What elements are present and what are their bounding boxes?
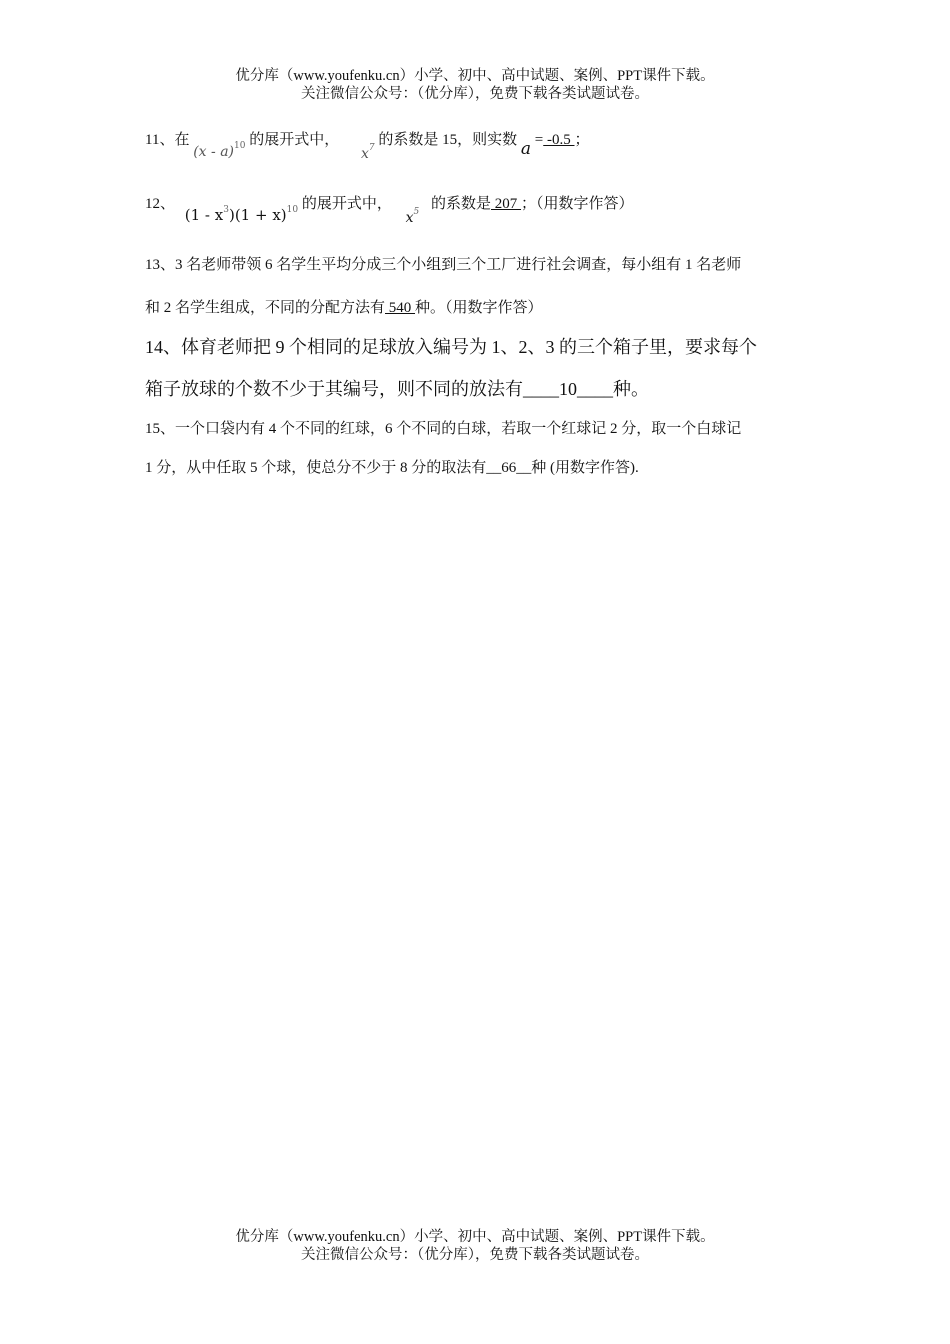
question-14-line-2: 箱子放球的个数不少于其编号，则不同的放法有____10____种。 <box>145 379 649 399</box>
q11-prefix: 11、在 <box>145 132 190 148</box>
q11-expression: (x - a)$^{10}$ <box>193 141 246 160</box>
question-13-line-1: 13、3 名老师带领 6 名学生平均分成三个小组到三个工厂进行社会调查，每小组有 1 名老师 <box>145 257 742 273</box>
q11-answer: -0.5 <box>543 132 575 148</box>
question-14-line-1: 14、体育老师把 9 个相同的足球放入编号为 1、2、3 的三个箱子里，要求每个 <box>145 337 757 357</box>
q11-a: a <box>520 139 532 159</box>
q14-answer: ____10____ <box>523 379 613 399</box>
q15-answer: __66__ <box>486 460 532 476</box>
question-11: 11、在 (x - a)$^{10}$ 的展开式中， $x^7$ 的系数是 15，则实数 a = -0.5 ； <box>145 132 590 162</box>
q12-variable: $x^5$ <box>405 207 420 226</box>
q12-prefix: 12、 <box>145 196 176 212</box>
footer-line-2: 关注微信公众号：（优分库），免费下载各类试题试卷。 <box>301 1247 649 1263</box>
q12-expression: $(1 - x^3)(1 + x)^{10}$ <box>184 205 299 224</box>
q11-text: 的展开式中， <box>249 132 340 148</box>
q13-answer: 540 <box>385 300 416 316</box>
page-footer <box>0 1228 950 1264</box>
header-line-2: 关注微信公众号：（优分库），免费下载各类试题试卷。 <box>301 86 649 102</box>
q12-text-2: 的系数是 <box>431 196 492 212</box>
question-15-line-1: 15、一个口袋内有 4 个不同的红球，6 个不同的白球，若取一个红球记 2 分，取一个白球记 <box>145 421 742 437</box>
q12-text: 的展开式中， <box>301 196 392 212</box>
page-header <box>0 67 950 103</box>
question-15-line-2: 1 分，从中任取 5 个球，使总分不少于 8 分的取法有__66__种 (用数字作答). <box>145 460 639 476</box>
q11-variable: $x^7$ <box>360 143 375 162</box>
header-line-1: 优分库（www.youfenku.cn）小学、初中、高中试题、案例、PPT课件下载。 <box>235 68 715 84</box>
question-13-line-2: 和 2 名学生组成，不同的分配方法有 540 种。（用数字作答） <box>145 300 543 316</box>
question-12: 12、 $(1 - x^3)(1 + x)^{10}$ 的展开式中， $x^5$ 的系数是 207 ；（用数字作答） <box>145 196 634 226</box>
q12-answer: 207 <box>491 196 522 212</box>
q11-text-2: 的系数是 15，则实数 <box>378 132 518 148</box>
footer-line-1: 优分库（www.youfenku.cn）小学、初中、高中试题、案例、PPT课件下载。 <box>235 1229 715 1245</box>
